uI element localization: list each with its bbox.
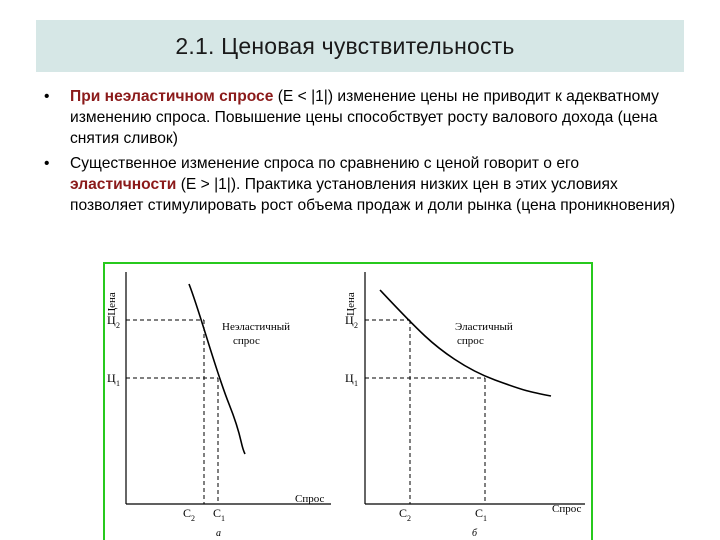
x-tick-right-sub: 1 [221, 514, 225, 523]
bullet-rest: (Е > |1|). Практика установления низких цен в этих условиях позволяет стимулировать рост объема продаж и доли рынка (цена проникновения) [70, 176, 676, 214]
x-tick-left: С [399, 506, 408, 520]
x-tick-left: С [183, 506, 192, 520]
x-axis-label: Спрос [295, 493, 325, 505]
y-tick-low: Ц [107, 371, 116, 385]
curve-label-line1: Эластичный [455, 321, 513, 333]
demand-diagrams [105, 264, 591, 540]
bullet-pre: Существенное изменение спроса по сравнению с ценой говорит о его [70, 155, 580, 172]
curve-label-line2: спрос [233, 335, 260, 347]
bullet-item-inelastic [36, 86, 686, 149]
bullet-rest: (Е < |1|) изменение цены не приводит к адекватному изменению спроса. Повышение цены способствует росту валового дохода (цена снятия сливок) [70, 88, 659, 147]
bullet-text [70, 86, 686, 149]
y-tick-high-sub: 2 [116, 321, 120, 330]
x-tick-right: С [475, 506, 484, 520]
y-tick-low: Ц [345, 371, 354, 385]
y-axis-label: Цена [345, 292, 357, 316]
x-tick-right: С [213, 506, 222, 520]
panel-elastic [345, 272, 585, 539]
bullet-item-elastic [36, 153, 686, 216]
x-tick-right-sub: 1 [483, 514, 487, 523]
y-tick-low-sub: 1 [116, 379, 120, 388]
bullet-marker: • [44, 88, 50, 105]
bullet-marker: • [44, 155, 50, 172]
bullet-text [70, 153, 686, 216]
x-tick-left-sub: 2 [407, 514, 411, 523]
x-axis-label: Спрос [552, 503, 582, 515]
bullet-highlight: эластичности [70, 176, 177, 193]
x-tick-left-sub: 2 [191, 514, 195, 523]
curve-label-line1: Неэластичный [222, 321, 290, 333]
slide-title: 2.1. Ценовая чувствительность [175, 32, 515, 59]
curve-label-line2: спрос [457, 335, 484, 347]
demand-curve [189, 284, 245, 454]
y-tick-low-sub: 1 [354, 379, 358, 388]
panel-inelastic [106, 272, 331, 539]
y-tick-high-sub: 2 [354, 321, 358, 330]
demand-figure [103, 262, 593, 540]
y-axis-label: Цена [106, 292, 118, 316]
panel-caption: б [472, 528, 478, 539]
y-tick-high: Ц [107, 313, 116, 327]
bullet-highlight: При неэластичном спросе [70, 88, 274, 105]
y-tick-high: Ц [345, 313, 354, 327]
slide-title-bar [36, 20, 684, 72]
panel-caption: а [216, 528, 221, 539]
bullet-list [36, 86, 686, 220]
